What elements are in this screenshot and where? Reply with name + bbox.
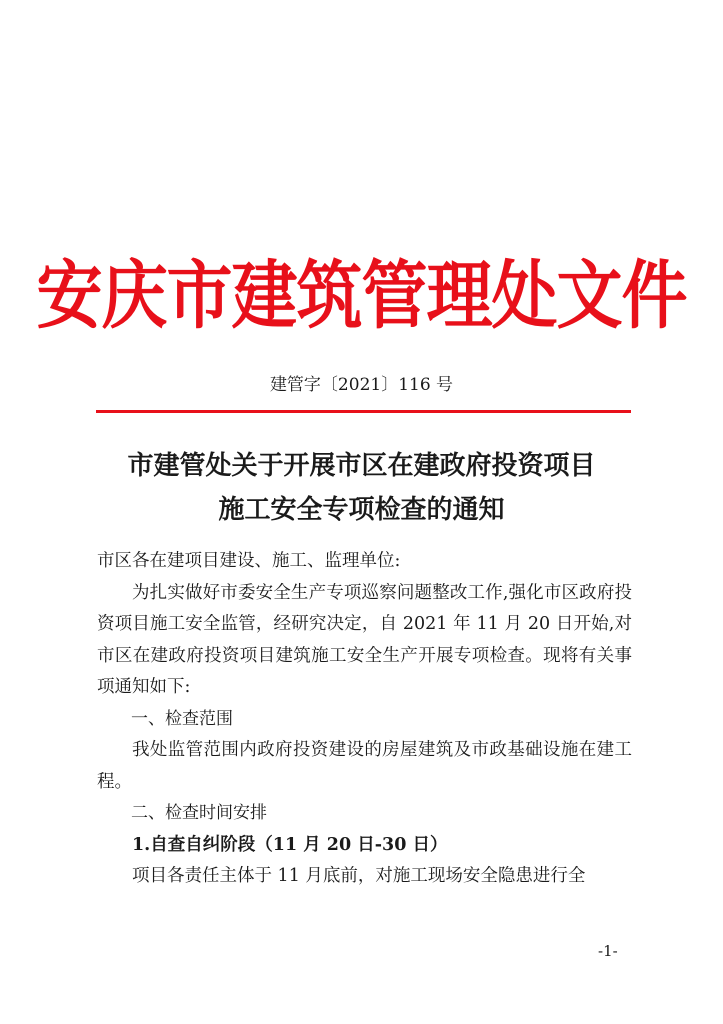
intro-paragraph: 为扎实做好市委安全生产专项巡察问题整改工作,强化市区政府投资项目施工安全监管，经研究决定，自 2021 年 11 月 20 日开始,对市区在建政府投资项目建筑施工安全生产开展专项检查。现将有关事项通知如下: (97, 582, 632, 697)
subsection-1-paragraph: 项目各责任主体于 11 月底前，对施工现场安全隐患进行全 (132, 866, 586, 886)
section-1-heading: 一、检查范围 (131, 708, 233, 729)
document-body (97, 546, 632, 893)
title-line-2: 施工安全专项检查的通知 (218, 495, 505, 525)
notice-title (0, 444, 723, 532)
document-masthead: 安庆市建筑管理处文件 (36, 252, 687, 339)
document-number: 建管字〔2021〕116 号 (269, 375, 454, 395)
page-number: -1- (598, 942, 618, 960)
red-divider-line (96, 410, 631, 413)
salutation: 市区各在建项目建设、施工、监理单位: (97, 551, 401, 571)
title-line-1: 市建管处关于开展市区在建政府投资项目 (127, 451, 596, 481)
section-2-heading: 二、检查时间安排 (131, 803, 267, 823)
section-1-paragraph: 我处监管范围内政府投资建设的房屋建筑及市政基础设施在建工程。 (97, 740, 632, 792)
subsection-1-heading: 1.自查自纠阶段（11 月 20 日-30 日） (132, 834, 448, 855)
